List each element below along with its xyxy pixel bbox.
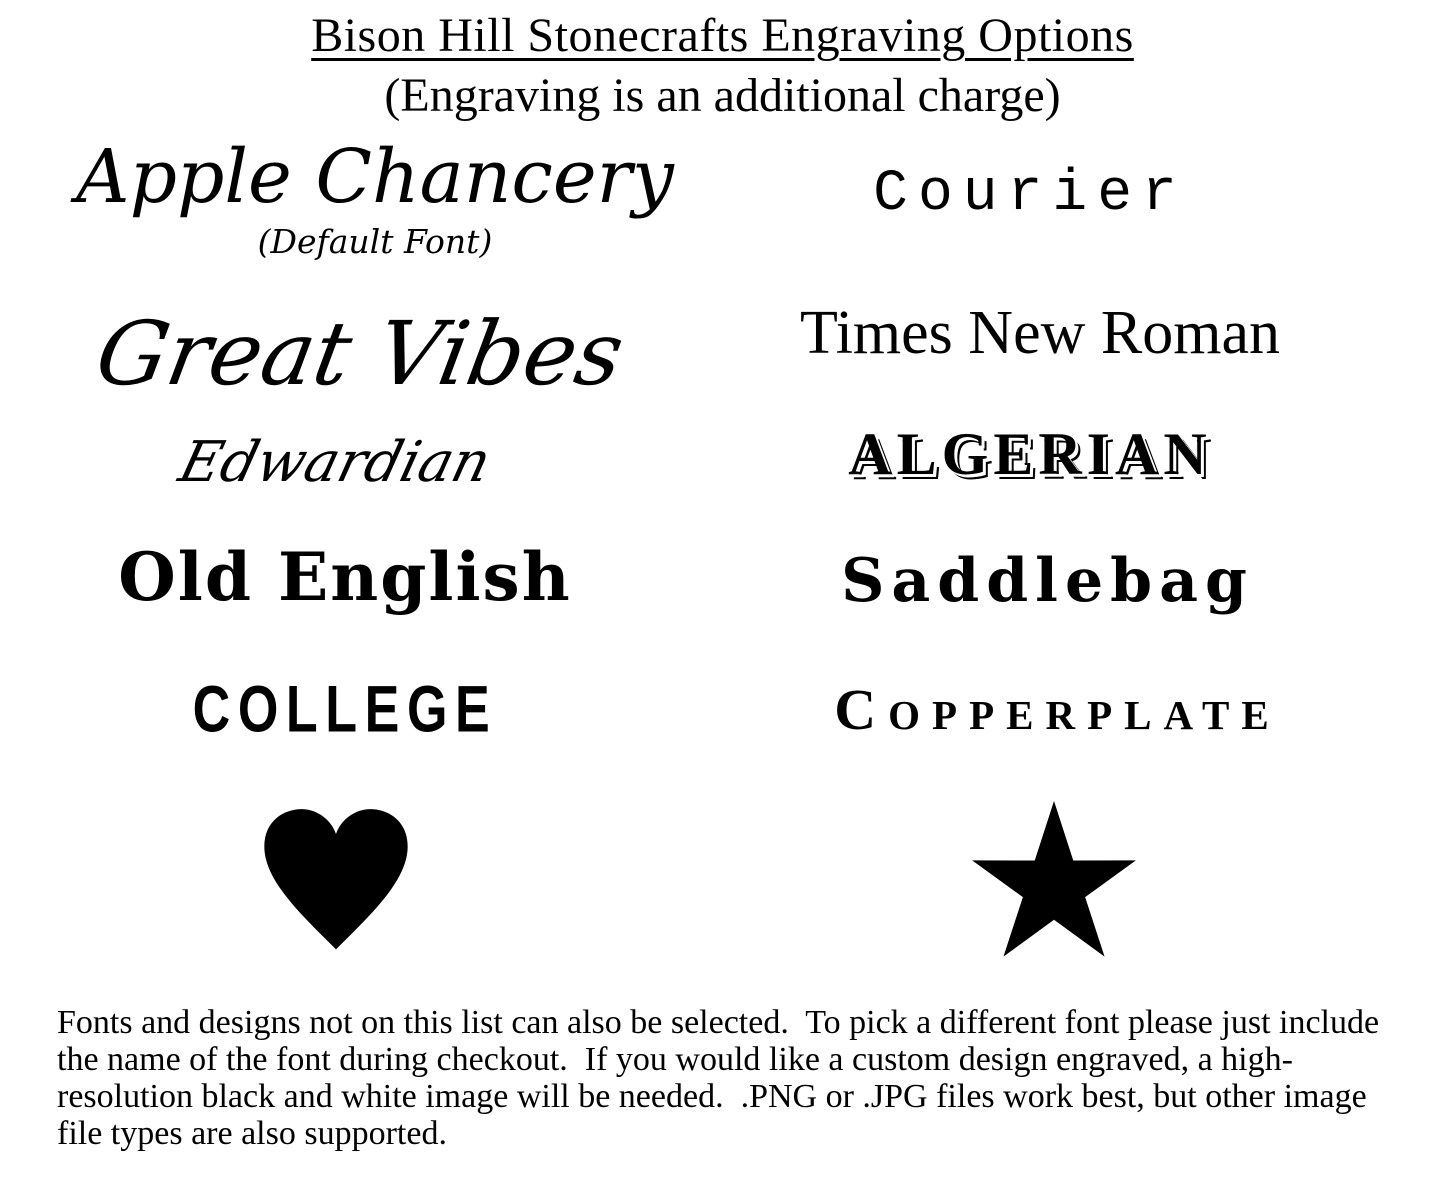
font-sample-edwardian: Edwardian (172, 430, 498, 495)
page-subtitle: (Engraving is an additional charge) (384, 69, 1061, 122)
font-sample-algerian: ALGERIAN (848, 421, 1212, 487)
footer-note: Fonts and designs not on this list can also be selected. To pick a different font please just include the name of the font during checkout. If you would like a custom design engraved, a high-resolution black and white image will be needed. .PNG or .JPG files work best, but other image file types are also supported. (57, 1004, 1388, 1152)
font-sample-apple-chancery: Apple Chancery (76, 134, 674, 220)
font-sample-old-english: Old English (118, 538, 572, 616)
page-title: Bison Hill Stonecrafts Engraving Options (311, 9, 1134, 62)
default-font-note: (Default Font) (257, 222, 493, 261)
font-sample-college: COLLEGE (192, 673, 498, 747)
font-sample-times-new-roman: Times New Roman (800, 299, 1280, 367)
font-sample-copperplate: Copperplate (834, 677, 1281, 742)
star-icon (968, 794, 1140, 968)
heart-icon (256, 806, 416, 954)
font-sample-great-vibes: Great Vibes (88, 302, 632, 405)
font-sample-courier: Courier (873, 162, 1187, 227)
font-sample-saddlebag: Saddlebag (841, 546, 1254, 616)
